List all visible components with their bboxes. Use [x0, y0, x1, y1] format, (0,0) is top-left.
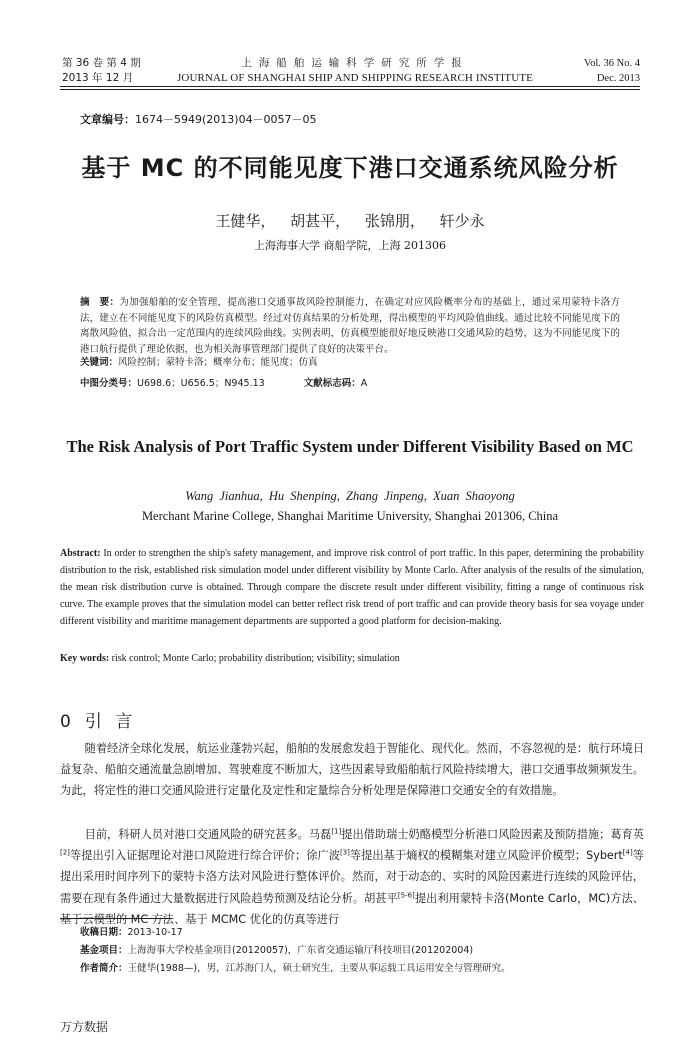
header-rule-thin	[60, 89, 640, 90]
footnote-author	[80, 960, 640, 978]
keywords-cn	[80, 355, 620, 370]
keywords-en-text: risk control; Monte Carlo; probability distribution; visibility; simulation	[109, 653, 400, 664]
paper-title-en: The Risk Analysis of Port Traffic System under Different Visibility Based on MC	[66, 437, 634, 456]
footnotes	[80, 924, 640, 978]
para2-text-6: 提出利用蒙特卡洛(Monte Carlo，MC)方法、基于云模型的 MC 方法、基于 MCMC 优化的仿真等进行	[60, 891, 644, 926]
clc-value: U698.6；U656.5；N945.13	[137, 378, 265, 389]
para2-text-3: 等提出引入证据理论对港口风险进行综合评价；徐广波	[69, 849, 340, 863]
keywords-en	[60, 650, 644, 667]
para2-text-4: 等提出基于熵权的模糊集对建立风险评价模型；Sybert	[349, 849, 623, 863]
doc-code-label: 文献标志码：	[303, 378, 361, 389]
keywords-cn-text: 风险控制；蒙特卡洛；概率分布；能见度；仿真	[118, 357, 318, 368]
para2-text-1: 目前，科研人员对港口交通风险的研究甚多。马磊	[84, 828, 332, 841]
article-number-value: 1674－5949(2013)04－0057－05	[135, 113, 317, 126]
header-journal-en: JOURNAL OF SHANGHAI SHIP AND SHIPPING RESEARCH INSTITUTE	[177, 72, 533, 84]
authors-en: Wang Jianhua, Hu Shenping, Zhang Jinpeng, Xuan Shaoyong	[185, 489, 515, 503]
header-rule-thick	[60, 86, 640, 87]
header-journal-name	[160, 56, 550, 86]
abstract-cn-text: 为加强船舶的安全管理，提高港口交通事故风险控制能力，在确定对应风险概率分布的基础上，通过采用蒙特卡洛方法，建立在不同能见度下的风险仿真模型。经过对仿真结果的分析处理，得出模型的平均风险值曲线。通过比较不同能见度下的离散风险值，拟合出一定范围内的连续风险曲线。实例表明，仿真模型能很好地反映港口交通风险的趋势，这为不同能见度下的港口航行提供了理论依据，也为相关海事管理部门提供了良好的决策平台。	[80, 297, 620, 355]
footnote-received	[80, 924, 640, 942]
author-bio-label: 作者简介：	[80, 963, 128, 974]
citation-ref-3: [3]	[339, 848, 350, 857]
fund-label: 基金项目：	[80, 945, 128, 956]
clc-label: 中图分类号：	[80, 378, 138, 389]
keywords-cn-label: 关键词：	[80, 357, 119, 368]
header-date-cn: 2013 年 12 月	[62, 72, 134, 84]
body-paragraph-2	[60, 824, 644, 930]
header-volume-info	[62, 56, 141, 86]
citation-ref-2: [2]	[60, 848, 70, 857]
affiliation-en: Merchant Marine College, Shanghai Maritime University, Shanghai 201306, China	[141, 509, 559, 523]
abstract-cn	[80, 295, 620, 357]
keywords-en-label: Key words:	[60, 653, 110, 664]
authors-cn: 王健华， 胡甚平， 张锦朋， 轩少永	[215, 212, 485, 230]
para2-text-5: 等提出采用时间序列下的蒙特卡洛方法对风险进行整体评价。然而，对于动态的、实时的风险因素进行连续的风险评估，需要在现有条件通过大量数据进行风险趋势预测及结论分析。胡甚平	[60, 849, 644, 905]
paper-title-cn: 基于 MC 的不同能见度下港口交通系统风险分析	[81, 154, 619, 182]
para2-text-2: 提出借助瑞士奶酪模型分析港口风险因素及预防措施；葛育英	[341, 828, 644, 841]
footnote-fund	[80, 942, 640, 960]
header-volume-en: Vol. 36 No. 4	[583, 58, 640, 69]
section-heading-introduction	[60, 707, 136, 732]
citation-ref-5: [5-6]	[397, 890, 415, 899]
doc-code-value: A	[360, 378, 368, 389]
abstract-cn-label: 摘 要：	[80, 297, 120, 308]
received-value: 2013-10-17	[127, 927, 183, 938]
article-number	[80, 111, 317, 127]
abstract-en-label: Abstract:	[60, 548, 101, 559]
header-journal-cn: 上海船舶运输科学研究所学报	[241, 57, 469, 69]
footnote-rule	[60, 918, 172, 919]
header-date-en: Dec. 2013	[596, 73, 640, 84]
affiliation-cn: 上海海事大学 商船学院，上海 201306	[254, 239, 446, 252]
section-number: 0	[60, 712, 71, 732]
header-volume-cn: 第 36 卷 第 4 期	[62, 57, 141, 69]
body-paragraph-1: 随着经济全球化发展，航运业蓬勃兴起，船舶的发展愈发趋于智能化、现代化。然而，不容忽视的是：航行环境日益复杂、船舶交通流量急剧增加、驾驶难度不断加大，这些因素导致船舶航行风险持续增大，港口交通事故频频发生。为此，将定性的港口交通风险进行定量化及定性和定量综合分析处理是保障港口交通安全的有效措施。	[60, 742, 645, 798]
wanfang-watermark: 万方数据	[60, 1020, 109, 1034]
fund-value: 上海海事大学校基金项目(20120057)，广东省交通运输厅科技项目(201202004)	[127, 945, 474, 956]
abstract-en	[60, 545, 644, 630]
article-number-label: 文章编号：	[80, 113, 135, 126]
citation-ref-1: [1]	[331, 827, 342, 836]
received-label: 收稿日期：	[80, 927, 128, 938]
abstract-en-text: In order to strengthen the ship's safety management, and improve risk control of port traffic. In this paper, determining the probability distribution to the risk, established risk simulation model under different visibility by Monte Carlo. After analysis of the results of the simulation, the mean risk distribution curve is obtained. Through compare the discrete result under different visibility, fitting a range of continuous risk curve. The example proves that the simulation model can better reflect risk trend of port traffic and can provide theory basis for sea voyage under different visibility and maritime management departments are supported a good platform for decision-making.	[60, 548, 644, 627]
section-title: 引 言	[84, 712, 137, 732]
classification-line	[80, 376, 620, 391]
header-volume-en-info	[584, 56, 640, 86]
author-bio-value: 王健华(1988—)，男，江苏海门人，硕士研究生，主要从事运载工具运用安全与管理研究。	[127, 963, 511, 974]
citation-ref-4: [4]	[622, 848, 633, 857]
